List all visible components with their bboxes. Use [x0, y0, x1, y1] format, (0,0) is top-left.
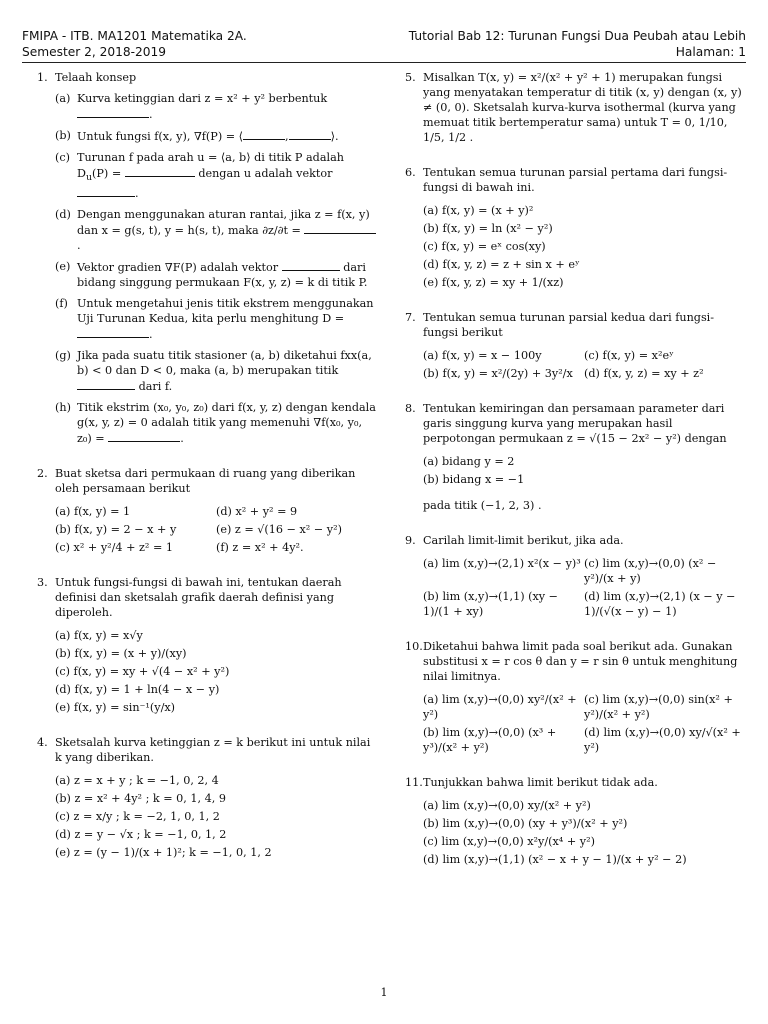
- item-1b: (b) Untuk fungsi f(x, y), ∇f(P) = ⟨ , ⟩.: [55, 129, 339, 143]
- problem-title: Tentukan semua turunan parsial kedua dari fungsi-fungsi berikut: [423, 311, 715, 339]
- problem-title: Diketahui bahwa limit pada soal berikut ada. Gunakan substitusi x = r cos θ dan y = r sin θ untuk menghitung nilai limitnya.: [423, 640, 738, 683]
- problem-6: 6. Tentukan semua turunan parsial pertama dari fungsi-fungsi di bawah ini. (a) f(x, y) = (x + y)² (b) f(x, y) = ln (x² − y²) (c) f(x, y) = eˣ cos(xy) (d) f(x, y, z) = z + sin x + eʸ (e) f(x, y, z) = xy + 1/(xz): [405, 165, 745, 290]
- answer-blank: [282, 259, 340, 271]
- course-title: FMIPA - ITB. MA1201 Matematika 2A.: [22, 29, 247, 43]
- item-1f: (f) Untuk mengetahui jenis titik ekstrem menggunakan Uji Turunan Kedua, kita perlu menghitung D = .: [55, 297, 374, 342]
- left-column: [37, 70, 377, 880]
- problem-text: Misalkan T(x, y) = x²/(x² + y² + 1) merupakan fungsi yang menyatakan temperatur di titik (x, y) dengan (x, y) ≠ (0, 0). Sketsalah kurva-kurva isothermal (kurva yang memuat titik bertemperatur sama) untuk T = 0, 1/10, 1/5, 1/2 .: [423, 71, 742, 144]
- problem-4: 4. Sketsalah kurva ketinggian z = k berikut ini untuk nilai k yang diberikan. (a) z = x + y ; k = −1, 0, 2, 4 (b) z = x² + 4y² ; k = 0, 1, 4, 9 (c) z = x/y ; k = −2, 1, 0, 1, 2 (d) z = y − √x ; k = −1, 0, 1, 2 (e) z = (y − 1)/(x + 1)²; k = −1, 0, 1, 2: [37, 735, 377, 860]
- page-number: 1: [380, 986, 388, 999]
- answer-blank: [289, 128, 331, 140]
- problem-11: 11. Tunjukkan bahwa limit berikut tidak ada. (a) lim (x,y)→(0,0) xy/(x² + y²) (b) lim (x,y)→(0,0) (xy + y³)/(x² + y²) (c) lim (x,y)→(0,0) x²y/(x⁴ + y²) (d) lim (x,y)→(1,1) (x² − x + y − 1)/(x + y² − 2): [405, 775, 745, 867]
- item-1e: (e) Vektor gradien ∇F(P) adalah vektor dari bidang singgung permukaan F(x, y, z) = k di titik P.: [55, 260, 368, 290]
- problem-title: Tentukan kemiringan dan persamaan parameter dari garis singgung kurva yang merupakan hasil perpotongan permukaan z = √(15 − 2x² − y²) dengan: [423, 402, 727, 445]
- answer-blank: [108, 430, 180, 442]
- item-1d: (d) Dengan menggunakan aturan rantai, jika z = f(x, y) dan x = g(s, t), y = h(s, t), maka ∂z/∂t = .: [55, 207, 377, 253]
- answer-blank: [243, 128, 285, 140]
- problem-5: 5. Misalkan T(x, y) = x²/(x² + y² + 1) merupakan fungsi yang menyatakan temperatur di titik (x, y) dengan (x, y) ≠ (0, 0). Sketsalah kurva-kurva isothermal (kurva yang memuat titik bertemperatur sama) untuk T = 0, 1/10, 1/5, 1/2 .: [405, 70, 745, 145]
- page-header: [22, 28, 746, 63]
- answer-blank: [304, 222, 376, 234]
- problem-title: Telaah konsep: [55, 71, 137, 84]
- item-1a: (a) Kurva ketinggian dari z = x² + y² berbentuk .: [55, 92, 328, 121]
- answer-blank: [77, 185, 135, 197]
- problem-9: 9. Carilah limit-limit berikut, jika ada. (a) lim (x,y)→(2,1) x²(x − y)³ (c) lim (x,y)→(0,0) (x² − y²)/(x + y) (b) lim (x,y)→(1,1) (xy − 1)/(1 + xy) (d) lim (x,y)→(2,1) (x − y − 1)/(√(x − y) − 1): [405, 533, 745, 619]
- item-1h: (h) Titik ekstrim (x₀, y₀, z₀) dari f(x, y, z) dengan kendala g(x, y, z) = 0 adalah titik yang memenuhi ∇f(x₀, y₀, z₀) = .: [55, 401, 376, 446]
- problem-title: Tunjukkan bahwa limit berikut tidak ada.: [423, 776, 658, 789]
- problem-title: Buat sketsa dari permukaan di ruang yang diberikan oleh persamaan berikut: [55, 467, 356, 496]
- header-left: [22, 28, 247, 60]
- problem-1: 1. Telaah konsep (a) Kurva ketinggian dari z = x² + y² berbentuk . (b) Untuk fungsi f(x, y), ∇f(P) = ⟨ , ⟩. (c) Turunan f pada arah u = ⟨a, b⟩ di titik P adalah $D_u(P)$ = dengan u adalah vektor . (d) Dengan menggunakan aturan rantai, jika z = f(x, y) dan x = g(s, t), y = h(s, t), maka ∂z/∂t = . (e) Vektor gradien ∇F(P) adalah vektor dari bidang singgung permukaan F(x, y, z) = k di titik P. (f) Untuk mengetahui jenis titik ekstrem menggunakan Uji Turunan Kedua, kita perlu menghitung D = . (g) Jika pada suatu titik stasioner (a, b) diketahui fxx(a, b) < 0 dan D < 0, maka (a, b) merupakan titik dari f. (h) Titik ekstrim (x₀, y₀, z₀) dari f(x, y, z) dengan kendala g(x, y, z) = 0 adalah titik yang memenuhi ∇f(x₀, y₀, z₀) = .: [37, 71, 376, 446]
- right-column: [405, 70, 745, 887]
- problem-3: 3. Untuk fungsi-fungsi di bawah ini, tentukan daerah definisi dan sketsalah grafik daerah definisi yang diperoleh. (a) f(x, y) = x√y (b) f(x, y) = (x + y)/(xy) (c) f(x, y) = xy + √(4 − x² + y²) (d) f(x, y) = 1 + ln(4 − x − y) (e) f(x, y) = sin⁻¹(y/x): [37, 575, 377, 715]
- semester: Semester 2, 2018-2019: [22, 45, 167, 59]
- problem-10: 10. Diketahui bahwa limit pada soal berikut ada. Gunakan substitusi x = r cos θ dan y = r sin θ untuk menghitung nilai limitnya. (a) lim (x,y)→(0,0) xy²/(x² + y²) (c) lim (x,y)→(0,0) sin(x² + y²)/(x² + y²) (b) lim (x,y)→(0,0) (x³ + y³)/(x² + y²) (d) lim (x,y)→(0,0) xy/√(x² + y²): [405, 639, 745, 755]
- header-right: [409, 28, 746, 60]
- answer-blank: [77, 106, 149, 118]
- answer-blank: [77, 378, 135, 390]
- problem-title: Tentukan semua turunan parsial pertama dari fungsi-fungsi di bawah ini.: [423, 166, 728, 194]
- answer-blank: [125, 165, 195, 177]
- problem-2: 2. Buat sketsa dari permukaan di ruang yang diberikan oleh persamaan berikut (a) f(x, y) = 1 (d) x² + y² = 9 (b) f(x, y) = 2 − x + y (e) z = √(16 − x² − y²) (c) x² + y²/4 + z² = 1 (f) z = x² + 4y².: [37, 466, 377, 555]
- problem-title: Sketsalah kurva ketinggian z = k berikut ini untuk nilai k yang diberikan.: [55, 736, 371, 765]
- answer-blank: [77, 326, 149, 338]
- problem-8: 8. Tentukan kemiringan dan persamaan parameter dari garis singgung kurva yang merupakan hasil perpotongan permukaan z = √(15 − 2x² − y²) dengan (a) bidang y = 2 (b) bidang x = −1 pada titik (−1, 2, 3) .: [405, 401, 745, 513]
- item-1c: (c) Turunan f pada arah u = ⟨a, b⟩ di titik P adalah $D_u(P)$ = dengan u adalah vektor .: [55, 151, 344, 201]
- item-1g: (g) Jika pada suatu titik stasioner (a, b) diketahui fxx(a, b) < 0 dan D < 0, maka (a, b) merupakan titik dari f.: [55, 349, 372, 394]
- problem-title: Carilah limit-limit berikut, jika ada.: [423, 534, 624, 547]
- problem-7: 7. Tentukan semua turunan parsial kedua dari fungsi-fungsi berikut (a) f(x, y) = x − 100y (c) f(x, y) = x²eʸ (b) f(x, y) = x²/(2y) + 3y²/x (d) f(x, y, z) = xy + z²: [405, 310, 745, 381]
- problem-title: Untuk fungsi-fungsi di bawah ini, tentukan daerah definisi dan sketsalah grafik daerah definisi yang diperoleh.: [55, 576, 342, 620]
- tutorial-title: Tutorial Bab 12: Turunan Fungsi Dua Peubah atau Lebih: [408, 29, 746, 43]
- page-label: Halaman: 1: [675, 45, 746, 59]
